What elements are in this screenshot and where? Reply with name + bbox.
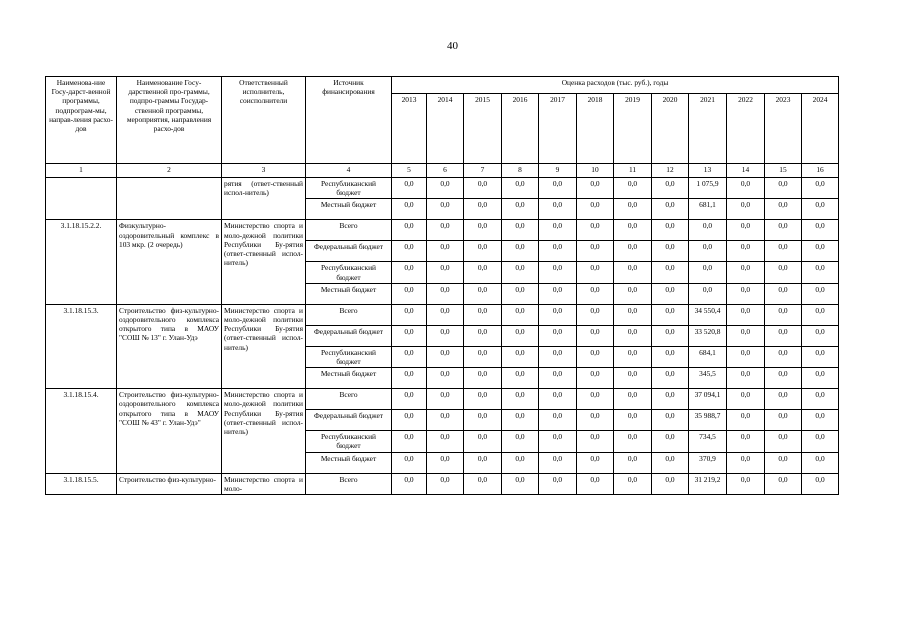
value-cell: 0,0: [765, 346, 802, 367]
value-cell: 0,0: [614, 241, 652, 262]
value-cell: 0,0: [464, 199, 502, 220]
value-cell: 0,0: [502, 325, 539, 346]
value-cell: 0,0: [502, 304, 539, 325]
value-cell: 0,0: [577, 241, 614, 262]
value-cell: 0,0: [802, 431, 839, 452]
value-cell: 0,0: [727, 262, 765, 283]
value-cell: 0,0: [539, 431, 577, 452]
value-cell: 0,0: [539, 389, 577, 410]
value-cell: 0,0: [392, 199, 427, 220]
value-cell: 0,0: [577, 178, 614, 199]
value-cell: 0,0: [427, 368, 464, 389]
value-cell: 0,0: [464, 325, 502, 346]
value-cell: 0,0: [502, 368, 539, 389]
value-cell: 0,0: [802, 473, 839, 494]
year-header: 2021: [689, 94, 727, 164]
value-cell: 0,0: [539, 241, 577, 262]
value-cell: 0,0: [652, 431, 689, 452]
funding-source: Местный бюджет: [306, 452, 392, 473]
value-cell: 0,0: [727, 283, 765, 304]
value-cell: 0,0: [614, 262, 652, 283]
value-cell: 0,0: [727, 346, 765, 367]
value-cell: 0,0: [652, 199, 689, 220]
value-cell: 0,0: [652, 241, 689, 262]
value-cell: 31 219,2: [689, 473, 727, 494]
column-index: 13: [689, 164, 727, 178]
value-cell: 0,0: [689, 262, 727, 283]
value-cell: 0,0: [427, 325, 464, 346]
value-cell: 37 094,1: [689, 389, 727, 410]
value-cell: 0,0: [539, 283, 577, 304]
value-cell: 0,0: [577, 304, 614, 325]
row-code: 3.1.18.15.4.: [46, 389, 117, 473]
value-cell: 0,0: [539, 304, 577, 325]
column-index: 5: [392, 164, 427, 178]
value-cell: 0,0: [464, 262, 502, 283]
year-header: 2022: [727, 94, 765, 164]
value-cell: 0,0: [464, 178, 502, 199]
funding-source: Всего: [306, 473, 392, 494]
value-cell: 0,0: [427, 178, 464, 199]
column-index: 16: [802, 164, 839, 178]
value-cell: 0,0: [802, 262, 839, 283]
row-executor: Министерство спорта и моло-дежной политики Республики Бу-рятия (ответ-ственный испол-нитель): [222, 304, 306, 388]
value-cell: 0,0: [614, 199, 652, 220]
value-cell: 0,0: [802, 325, 839, 346]
value-cell: 0,0: [577, 410, 614, 431]
value-cell: 0,0: [652, 325, 689, 346]
value-cell: 0,0: [392, 368, 427, 389]
column-index: 4: [306, 164, 392, 178]
value-cell: 0,0: [614, 452, 652, 473]
funding-source: Республиканский бюджет: [306, 178, 392, 199]
value-cell: 0,0: [392, 325, 427, 346]
value-cell: 34 550,4: [689, 304, 727, 325]
value-cell: 0,0: [464, 241, 502, 262]
value-cell: 0,0: [727, 199, 765, 220]
column-index: 9: [539, 164, 577, 178]
value-cell: 0,0: [502, 431, 539, 452]
funding-source: Всего: [306, 389, 392, 410]
value-cell: 0,0: [689, 220, 727, 241]
value-cell: 0,0: [727, 178, 765, 199]
table-row: [46, 304, 839, 325]
header-row: [46, 77, 839, 94]
value-cell: 0,0: [577, 283, 614, 304]
value-cell: 0,0: [464, 389, 502, 410]
column-index: 8: [502, 164, 539, 178]
funding-source: Республиканский бюджет: [306, 431, 392, 452]
value-cell: 0,0: [427, 262, 464, 283]
column-index: 6: [427, 164, 464, 178]
value-cell: 0,0: [502, 410, 539, 431]
value-cell: 0,0: [652, 473, 689, 494]
header-col2: Наименование Госу-дарственной про-граммы, подпро-граммы Государ-ственной программы, мероприятия, направления расхо-дов: [117, 77, 222, 164]
page-number: 40: [447, 40, 458, 52]
table-row: [46, 389, 839, 410]
value-cell: 0,0: [652, 178, 689, 199]
value-cell: 0,0: [427, 452, 464, 473]
value-cell: 0,0: [392, 262, 427, 283]
value-cell: 0,0: [427, 431, 464, 452]
value-cell: 0,0: [539, 473, 577, 494]
value-cell: 0,0: [392, 304, 427, 325]
value-cell: 0,0: [727, 304, 765, 325]
value-cell: 0,0: [392, 178, 427, 199]
value-cell: 0,0: [614, 325, 652, 346]
value-cell: 370,9: [689, 452, 727, 473]
row-code: 3.1.18.15.2.2.: [46, 220, 117, 304]
value-cell: 0,0: [765, 452, 802, 473]
value-cell: 0,0: [464, 431, 502, 452]
value-cell: 0,0: [502, 178, 539, 199]
column-index: 7: [464, 164, 502, 178]
value-cell: 0,0: [614, 304, 652, 325]
value-cell: 0,0: [464, 220, 502, 241]
value-cell: 0,0: [765, 241, 802, 262]
row-code: [46, 178, 117, 220]
funding-source: Федеральный бюджет: [306, 241, 392, 262]
year-header: 2015: [464, 94, 502, 164]
table-row: [46, 473, 839, 494]
value-cell: 0,0: [614, 220, 652, 241]
value-cell: 0,0: [577, 452, 614, 473]
value-cell: 0,0: [502, 241, 539, 262]
value-cell: 0,0: [765, 283, 802, 304]
value-cell: 345,5: [689, 368, 727, 389]
column-index: 14: [727, 164, 765, 178]
value-cell: 0,0: [392, 241, 427, 262]
value-cell: 0,0: [427, 473, 464, 494]
value-cell: 0,0: [539, 220, 577, 241]
value-cell: 0,0: [802, 241, 839, 262]
value-cell: 0,0: [392, 283, 427, 304]
funding-source: Республиканский бюджет: [306, 262, 392, 283]
row-code: 3.1.18.15.5.: [46, 473, 117, 494]
value-cell: 0,0: [502, 452, 539, 473]
value-cell: 0,0: [614, 473, 652, 494]
value-cell: 734,5: [689, 431, 727, 452]
value-cell: 0,0: [727, 241, 765, 262]
value-cell: 0,0: [502, 220, 539, 241]
row-name: Строительство физ-культурно-: [117, 473, 222, 494]
value-cell: 0,0: [727, 473, 765, 494]
header-col3: Ответственный исполнитель, соисполнители: [222, 77, 306, 164]
header-col4: Источник финансирования: [306, 77, 392, 164]
value-cell: 0,0: [464, 410, 502, 431]
value-cell: 33 520,8: [689, 325, 727, 346]
value-cell: 0,0: [727, 325, 765, 346]
row-name: Строительство физ-культурно-оздоровительного комплекса открытого типа в МАОУ "СОШ № 43" г. Улан-Удэ": [117, 389, 222, 473]
value-cell: 0,0: [652, 220, 689, 241]
value-cell: 0,0: [727, 389, 765, 410]
value-cell: 0,0: [577, 220, 614, 241]
value-cell: 0,0: [392, 389, 427, 410]
value-cell: 0,0: [502, 199, 539, 220]
value-cell: 0,0: [614, 431, 652, 452]
row-executor: рятия (ответ-ственный испол-нитель): [222, 178, 306, 220]
value-cell: 0,0: [502, 346, 539, 367]
funding-source: Местный бюджет: [306, 283, 392, 304]
value-cell: 0,0: [765, 389, 802, 410]
value-cell: 0,0: [727, 220, 765, 241]
funding-source: Местный бюджет: [306, 368, 392, 389]
value-cell: 0,0: [539, 410, 577, 431]
value-cell: 0,0: [727, 410, 765, 431]
value-cell: 0,0: [577, 431, 614, 452]
column-index: 10: [577, 164, 614, 178]
value-cell: 0,0: [577, 473, 614, 494]
funding-source: Всего: [306, 304, 392, 325]
column-index: 2: [117, 164, 222, 178]
column-index: 3: [222, 164, 306, 178]
column-index: 11: [614, 164, 652, 178]
year-header: 2013: [392, 94, 427, 164]
value-cell: 0,0: [427, 220, 464, 241]
value-cell: 0,0: [539, 262, 577, 283]
value-cell: 0,0: [427, 283, 464, 304]
year-header: 2016: [502, 94, 539, 164]
row-name: Строительство физ-культурно-оздоровительного комплекса открытого типа в МАОУ "СОШ № 13" г. Улан-Удэ: [117, 304, 222, 388]
value-cell: 0,0: [427, 346, 464, 367]
value-cell: 0,0: [614, 368, 652, 389]
value-cell: 0,0: [765, 178, 802, 199]
funding-source: Местный бюджет: [306, 199, 392, 220]
value-cell: 0,0: [802, 452, 839, 473]
table-row: [46, 220, 839, 241]
value-cell: 0,0: [392, 410, 427, 431]
value-cell: 0,0: [577, 199, 614, 220]
value-cell: 0,0: [464, 473, 502, 494]
value-cell: 0,0: [802, 220, 839, 241]
value-cell: 0,0: [802, 283, 839, 304]
funding-source: Всего: [306, 220, 392, 241]
value-cell: 0,0: [802, 304, 839, 325]
value-cell: 0,0: [539, 325, 577, 346]
value-cell: 0,0: [652, 410, 689, 431]
value-cell: 0,0: [502, 389, 539, 410]
value-cell: 0,0: [765, 431, 802, 452]
value-cell: 0,0: [652, 283, 689, 304]
column-index: 1: [46, 164, 117, 178]
value-cell: 0,0: [502, 473, 539, 494]
value-cell: 0,0: [427, 304, 464, 325]
value-cell: 0,0: [727, 452, 765, 473]
value-cell: 0,0: [539, 368, 577, 389]
value-cell: 0,0: [577, 368, 614, 389]
table-row: [46, 178, 839, 199]
year-header: 2017: [539, 94, 577, 164]
value-cell: 0,0: [502, 262, 539, 283]
value-cell: 0,0: [392, 431, 427, 452]
value-cell: 0,0: [577, 262, 614, 283]
column-index: 15: [765, 164, 802, 178]
value-cell: 0,0: [689, 283, 727, 304]
value-cell: 0,0: [802, 410, 839, 431]
index-row: [46, 164, 839, 178]
value-cell: 0,0: [652, 368, 689, 389]
value-cell: 0,0: [502, 283, 539, 304]
value-cell: 0,0: [765, 473, 802, 494]
year-header: 2018: [577, 94, 614, 164]
funding-source: Федеральный бюджет: [306, 325, 392, 346]
row-name: Физкультурно-оздоровительный комплекс в 103 мкр. (2 очередь): [117, 220, 222, 304]
header-col1: Наименова-ние Госу-дарст-венной программы, подпрограм-мы, направ-ления расхо-дов: [46, 77, 117, 164]
value-cell: 0,0: [765, 325, 802, 346]
value-cell: 0,0: [427, 389, 464, 410]
value-cell: 0,0: [765, 368, 802, 389]
value-cell: 684,1: [689, 346, 727, 367]
value-cell: 0,0: [392, 473, 427, 494]
year-header: 2014: [427, 94, 464, 164]
header-estimate: Оценка расходов (тыс. руб.), годы: [392, 77, 839, 94]
row-executor: Министерство спорта и моло-дежной политики Республики Бу-рятия (ответ-ственный испол-нитель): [222, 389, 306, 473]
row-executor: Министерство спорта и моло-: [222, 473, 306, 494]
value-cell: 1 075,9: [689, 178, 727, 199]
value-cell: 0,0: [652, 452, 689, 473]
value-cell: 0,0: [765, 304, 802, 325]
row-name: [117, 178, 222, 220]
value-cell: 0,0: [802, 389, 839, 410]
value-cell: 0,0: [614, 178, 652, 199]
value-cell: 0,0: [464, 304, 502, 325]
value-cell: 0,0: [689, 241, 727, 262]
value-cell: 0,0: [539, 199, 577, 220]
value-cell: 0,0: [464, 346, 502, 367]
value-cell: 0,0: [577, 325, 614, 346]
value-cell: 0,0: [577, 346, 614, 367]
value-cell: 0,0: [727, 431, 765, 452]
funding-source: Республиканский бюджет: [306, 346, 392, 367]
value-cell: 0,0: [427, 241, 464, 262]
value-cell: 0,0: [802, 368, 839, 389]
year-header: 2019: [614, 94, 652, 164]
value-cell: 0,0: [727, 368, 765, 389]
value-cell: 0,0: [464, 283, 502, 304]
value-cell: 0,0: [652, 389, 689, 410]
value-cell: 681,1: [689, 199, 727, 220]
value-cell: 0,0: [614, 389, 652, 410]
value-cell: 0,0: [802, 199, 839, 220]
value-cell: 0,0: [802, 178, 839, 199]
value-cell: 0,0: [765, 410, 802, 431]
row-executor: Министерство спорта и моло-дежной политики Республики Бу-рятия (ответ-ственный испол-нитель): [222, 220, 306, 304]
value-cell: 0,0: [765, 220, 802, 241]
value-cell: 0,0: [464, 452, 502, 473]
year-header: 2024: [802, 94, 839, 164]
value-cell: 0,0: [427, 410, 464, 431]
value-cell: 0,0: [802, 346, 839, 367]
value-cell: 0,0: [614, 283, 652, 304]
value-cell: 0,0: [427, 199, 464, 220]
value-cell: 0,0: [652, 304, 689, 325]
value-cell: 0,0: [392, 452, 427, 473]
value-cell: 35 988,7: [689, 410, 727, 431]
year-header: 2020: [652, 94, 689, 164]
value-cell: 0,0: [392, 220, 427, 241]
funding-source: Федеральный бюджет: [306, 410, 392, 431]
value-cell: 0,0: [539, 178, 577, 199]
value-cell: 0,0: [652, 262, 689, 283]
value-cell: 0,0: [464, 368, 502, 389]
value-cell: 0,0: [577, 389, 614, 410]
year-header: 2023: [765, 94, 802, 164]
value-cell: 0,0: [539, 346, 577, 367]
value-cell: 0,0: [765, 262, 802, 283]
value-cell: 0,0: [765, 199, 802, 220]
row-code: 3.1.18.15.3.: [46, 304, 117, 388]
budget-table: [45, 76, 839, 495]
column-index: 12: [652, 164, 689, 178]
value-cell: 0,0: [614, 346, 652, 367]
value-cell: 0,0: [539, 452, 577, 473]
value-cell: 0,0: [652, 346, 689, 367]
value-cell: 0,0: [614, 410, 652, 431]
value-cell: 0,0: [392, 346, 427, 367]
